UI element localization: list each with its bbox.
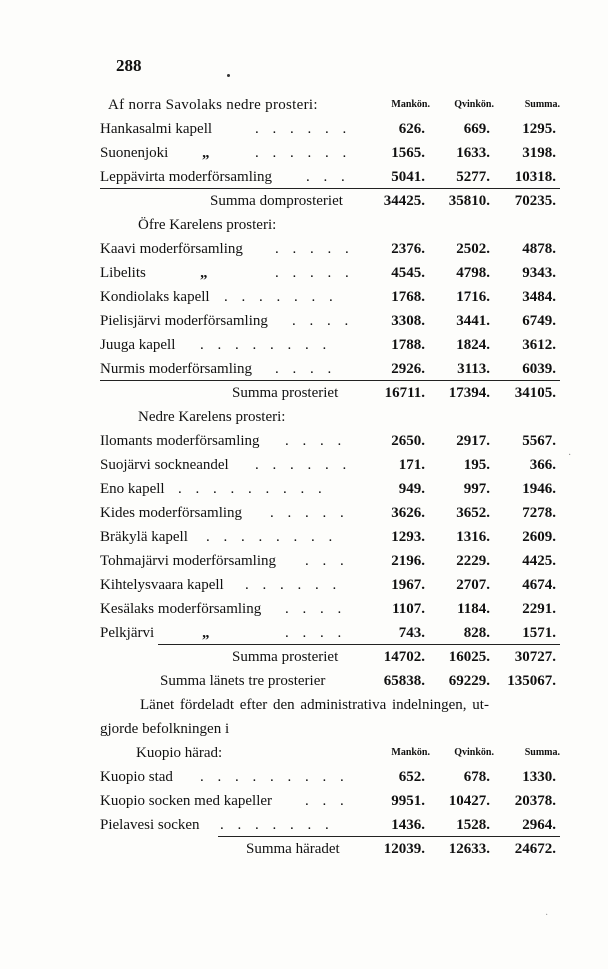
cell-women: 1716. xyxy=(456,289,490,305)
cell-total: 20378. xyxy=(514,793,556,809)
table-row xyxy=(100,573,560,597)
cell-total: 6039. xyxy=(522,361,556,377)
section-heading-row xyxy=(100,213,560,237)
leader-dots: . . . . . . . xyxy=(224,289,338,305)
margin-mark: · xyxy=(545,910,549,921)
cell-men: 171. xyxy=(398,457,425,473)
section-heading-row xyxy=(100,741,560,765)
cell-men: 1293. xyxy=(391,529,425,545)
cell-total: 3484. xyxy=(522,289,556,305)
cell-women: 828. xyxy=(463,625,490,641)
parish-name: Tohmajärvi moderförsamling xyxy=(100,553,276,569)
leader-dots: . . . . . . xyxy=(245,577,342,593)
cell-men: 1768. xyxy=(391,289,425,305)
cell-men: 1788. xyxy=(391,337,425,353)
table-row xyxy=(100,237,560,261)
table-row xyxy=(100,501,560,525)
cell-total: 2291. xyxy=(522,601,556,617)
cell-men: 1967. xyxy=(391,577,425,593)
cell-men: 2926. xyxy=(391,361,425,377)
leader-dots: . . . . . . . . xyxy=(206,529,338,545)
parish-name: Pielisjärvi moderförsamling xyxy=(100,313,268,329)
district-name: Kuopio stad xyxy=(100,769,173,785)
margin-mark: · xyxy=(568,450,572,461)
column-header-women: Qvinkön. xyxy=(454,747,494,758)
parish-name: Kides moderförsamling xyxy=(100,505,243,521)
cell-total: 4425. xyxy=(522,553,556,569)
leader-dots: . . . . xyxy=(275,361,337,377)
parish-name: Bräkylä kapell xyxy=(100,529,188,545)
cell-total: 2609. xyxy=(522,529,556,545)
cell-men: 5041. xyxy=(391,169,425,185)
cell-men: 743. xyxy=(398,625,425,641)
leader-dots: . . . . . xyxy=(270,505,349,521)
sum-label: Summa prosteriet xyxy=(232,649,339,665)
sum-women: 16025. xyxy=(448,649,490,665)
grand-total-row xyxy=(100,669,560,693)
section-heading-row xyxy=(100,405,560,429)
cell-women: 1633. xyxy=(456,145,490,161)
table-row xyxy=(100,813,560,837)
cell-men: 2650. xyxy=(391,433,425,449)
cell-men: 652. xyxy=(398,769,425,785)
leader-dots: . . . . xyxy=(285,601,347,617)
cell-men: 2196. xyxy=(391,553,425,569)
cell-women: 1316. xyxy=(456,529,490,545)
sum-total: 70235. xyxy=(514,193,556,209)
leader-dots: . . . . . xyxy=(275,241,354,257)
parish-name: Ilomants moderförsamling xyxy=(100,433,260,449)
cell-total: 5567. xyxy=(522,433,556,449)
cell-total: 366. xyxy=(529,457,556,473)
cell-women: 3441. xyxy=(456,313,490,329)
cell-men: 9951. xyxy=(391,793,425,809)
section-heading: Kuopio härad: xyxy=(136,745,223,761)
parish-name: Eno kapell xyxy=(100,481,165,497)
table-row xyxy=(100,621,560,645)
cell-total: 3612. xyxy=(522,337,556,353)
cell-women: 2229. xyxy=(456,553,490,569)
parish-name: Libelits xyxy=(100,265,146,281)
cell-total: 9343. xyxy=(522,265,556,281)
cell-men: 949. xyxy=(398,481,425,497)
table-row xyxy=(100,357,560,381)
sum-men: 16711. xyxy=(384,385,425,401)
leader-dots: . . . . . . . xyxy=(220,817,334,833)
ditto-mark: „ xyxy=(202,625,210,641)
parish-name: Kaavi moderförsamling xyxy=(100,241,243,257)
ditto-mark: „ xyxy=(200,265,208,281)
parish-name: Leppävirta moderförsamling xyxy=(100,169,273,185)
grand-total-sum: 135067. xyxy=(507,673,556,689)
section-heading: Nedre Karelens prosteri: xyxy=(138,409,286,425)
cell-men: 4545. xyxy=(391,265,425,281)
population-table xyxy=(100,93,560,861)
sum-total: 34105. xyxy=(514,385,556,401)
leader-dots: . . . . xyxy=(285,625,347,641)
column-header-total: Summa. xyxy=(524,747,560,758)
cell-total: 2964. xyxy=(522,817,556,833)
cell-total: 1946. xyxy=(522,481,556,497)
sum-men: 12039. xyxy=(383,841,425,857)
sum-label: Summa häradet xyxy=(246,841,340,857)
page-number: 288 xyxy=(116,56,142,75)
table-row xyxy=(100,141,560,165)
table-row xyxy=(100,429,560,453)
table-row xyxy=(100,597,560,621)
sum-men: 14702. xyxy=(383,649,425,665)
district-name: Kuopio socken med kapeller xyxy=(100,793,273,809)
cell-women: 5277. xyxy=(456,169,490,185)
sum-women: 12633. xyxy=(448,841,490,857)
sum-label: Summa domprosteriet xyxy=(210,193,343,209)
leader-dots: . . . xyxy=(305,793,349,809)
cell-women: 4798. xyxy=(456,265,490,281)
leader-dots: . . . . xyxy=(292,313,354,329)
sum-row xyxy=(100,381,560,405)
sum-men: 34425. xyxy=(383,193,425,209)
cell-total: 6749. xyxy=(522,313,556,329)
table-row xyxy=(100,285,560,309)
sum-total: 24672. xyxy=(514,841,556,857)
column-header-total: Summa. xyxy=(524,99,560,110)
cell-women: 3652. xyxy=(456,505,490,521)
sum-row xyxy=(100,837,560,861)
cell-women: 678. xyxy=(463,769,490,785)
parish-name: Pelkjärvi xyxy=(100,625,155,641)
table-row xyxy=(100,261,560,285)
cell-total: 7278. xyxy=(522,505,556,521)
table-row xyxy=(100,549,560,573)
parish-name: Kesälaks moderförsamling xyxy=(100,601,262,617)
cell-women: 195. xyxy=(463,457,490,473)
paragraph-line: Länet fördeladt efter den administrativa indelningen, ut- xyxy=(140,697,489,713)
cell-women: 3113. xyxy=(457,361,490,377)
district-name: Pielavesi socken xyxy=(100,817,200,833)
cell-women: 2707. xyxy=(456,577,490,593)
leader-dots: . . . xyxy=(306,169,350,185)
paragraph-line: gjorde befolkningen i xyxy=(100,721,230,737)
cell-total: 3198. xyxy=(522,145,556,161)
cell-men: 1565. xyxy=(391,145,425,161)
table-row xyxy=(100,309,560,333)
table-row xyxy=(100,525,560,549)
cell-total: 10318. xyxy=(514,169,556,185)
sum-row xyxy=(100,645,560,669)
cell-total: 1295. xyxy=(522,121,556,137)
cell-women: 1184. xyxy=(457,601,490,617)
parish-name: Kihtelysvaara kapell xyxy=(100,577,224,593)
ditto-mark: „ xyxy=(202,145,210,161)
parish-name: Juuga kapell xyxy=(100,337,176,353)
table-row xyxy=(100,765,560,789)
cell-total: 4674. xyxy=(522,577,556,593)
cell-women: 997. xyxy=(463,481,490,497)
section-heading-row xyxy=(100,93,560,117)
parish-name: Nurmis moderförsamling xyxy=(100,361,253,377)
cell-women: 2502. xyxy=(456,241,490,257)
grand-total-men: 65838. xyxy=(383,673,425,689)
grand-total-women: 69229. xyxy=(448,673,490,689)
table-row xyxy=(100,789,560,813)
leader-dots: . . . . . . xyxy=(255,457,352,473)
column-header-men: Mankön. xyxy=(391,747,430,758)
cell-total: 1330. xyxy=(522,769,556,785)
cell-men: 1107. xyxy=(392,601,425,617)
cell-men: 3626. xyxy=(391,505,425,521)
parish-name: Hankasalmi kapell xyxy=(100,121,213,137)
sum-row xyxy=(100,189,560,213)
sum-total: 30727. xyxy=(514,649,556,665)
leader-dots: . . . . xyxy=(285,433,347,449)
parish-name: Suojärvi sockneandel xyxy=(100,457,229,473)
cell-total: 4878. xyxy=(522,241,556,257)
ink-speck xyxy=(227,74,230,77)
leader-dots: . . . . . . . . . xyxy=(178,481,327,497)
cell-total: 1571. xyxy=(522,625,556,641)
leader-dots: . . . . . . . . . xyxy=(200,769,349,785)
cell-women: 1528. xyxy=(456,817,490,833)
cell-women: 10427. xyxy=(448,793,490,809)
table-row xyxy=(100,333,560,357)
column-header-men: Mankön. xyxy=(391,99,430,110)
grand-total-label: Summa länets tre prosterier xyxy=(160,673,326,689)
parish-name: Suonenjoki xyxy=(100,145,169,161)
cell-men: 626. xyxy=(398,121,425,137)
leader-dots: . . . xyxy=(305,553,349,569)
cell-women: 669. xyxy=(463,121,490,137)
cell-men: 2376. xyxy=(391,241,425,257)
cell-women: 2917. xyxy=(456,433,490,449)
cell-women: 1824. xyxy=(456,337,490,353)
parish-name: Kondiolaks kapell xyxy=(100,289,210,305)
table-row xyxy=(100,477,560,501)
section-heading: Af norra Savolaks nedre prosteri: xyxy=(108,97,318,113)
table-row xyxy=(100,117,560,141)
leader-dots: . . . . . . . . xyxy=(200,337,332,353)
leader-dots: . . . . . . xyxy=(255,145,352,161)
leader-dots: . . . . . . xyxy=(255,121,352,137)
leader-dots: . . . . . xyxy=(275,265,354,281)
table-row xyxy=(100,165,560,189)
table-row xyxy=(100,453,560,477)
sum-women: 35810. xyxy=(448,193,490,209)
cell-men: 1436. xyxy=(391,817,425,833)
sum-women: 17394. xyxy=(448,385,490,401)
column-header-women: Qvinkön. xyxy=(454,99,494,110)
section-heading: Öfre Karelens prosteri: xyxy=(138,217,277,233)
cell-men: 3308. xyxy=(391,313,425,329)
sum-label: Summa prosteriet xyxy=(232,385,339,401)
